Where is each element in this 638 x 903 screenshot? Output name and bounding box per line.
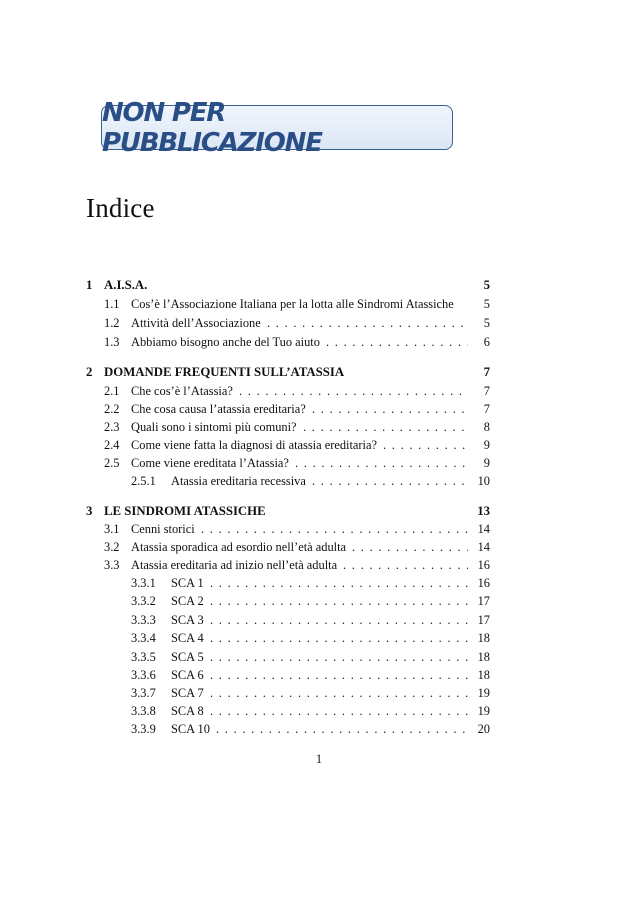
toc-entry-page: 18 — [477, 631, 490, 645]
page-title: Indice — [86, 193, 155, 223]
toc-entry-page: 14 — [477, 540, 490, 554]
toc-entry-title: Atassia sporadica ad esordio nell’età adulta — [131, 540, 347, 554]
toc-subsection-entry[interactable] — [0, 702, 638, 720]
toc-leader-dots — [210, 592, 468, 610]
toc-leader-dots — [210, 629, 468, 647]
toc-leader-dots — [303, 418, 468, 436]
toc-entry-number: 3.1 — [104, 522, 120, 536]
toc-entry-page: 17 — [477, 613, 490, 627]
toc-subsection-entry[interactable] — [0, 472, 638, 490]
toc-entry-title: SCA 8 — [171, 704, 204, 718]
toc-entry-page: 7 — [483, 402, 490, 416]
toc-entry-page: 7 — [483, 384, 490, 398]
toc-section-entry[interactable] — [0, 314, 638, 332]
toc-entry-number: 2.5.1 — [131, 474, 156, 488]
toc-entry-title: SCA 2 — [171, 594, 204, 608]
toc-entry-title: Come viene fatta la diagnosi di atassia ereditaria? — [131, 438, 377, 452]
toc-entry-page: 8 — [483, 420, 490, 434]
toc-subsection-entry[interactable] — [0, 666, 638, 684]
toc-entry-page: 10 — [477, 474, 490, 488]
toc-leader-dots — [383, 436, 468, 454]
toc-section-entry[interactable] — [0, 400, 638, 418]
toc-entry-number: 2.5 — [104, 456, 120, 470]
toc-entry-title: SCA 3 — [171, 613, 204, 627]
toc-entry-page: 19 — [477, 686, 490, 700]
toc-entry-title: LE SINDROMI ATASSICHE — [104, 504, 266, 518]
toc-section-entry[interactable] — [0, 418, 638, 436]
toc-entry-number: 2.3 — [104, 420, 120, 434]
toc-section-entry[interactable] — [0, 538, 638, 556]
toc-entry-page: 16 — [477, 558, 490, 572]
toc-entry-number: 1.1 — [104, 297, 120, 311]
toc-entry-number: 3.3.7 — [131, 686, 156, 700]
toc-entry-number: 1 — [86, 278, 93, 292]
toc-section-entry[interactable] — [0, 520, 638, 538]
toc-entry-page: 7 — [483, 365, 490, 379]
toc-subsection-entry[interactable] — [0, 611, 638, 629]
toc-leader-dots — [210, 611, 468, 629]
stamp-text: NON PER PUBBLICAZIONE — [102, 97, 322, 158]
toc-entry-page: 6 — [483, 335, 490, 349]
toc-leader-dots — [210, 684, 468, 702]
toc-entry-title: Cos’è l’Associazione Italiana per la lotta alle Sindromi Atassiche — [131, 297, 454, 311]
toc-leader-dots — [239, 382, 468, 400]
toc-entry-page: 9 — [483, 438, 490, 452]
toc-chapter-entry[interactable] — [0, 502, 638, 520]
toc-chapter-entry[interactable] — [0, 363, 638, 381]
toc-entry-number: 3.3.3 — [131, 613, 156, 627]
toc-leader-dots — [216, 720, 468, 738]
toc-entry-title: SCA 10 — [171, 722, 210, 736]
toc-entry-number: 3.2 — [104, 540, 120, 554]
toc-leader-dots — [210, 702, 468, 720]
toc-entry-page: 18 — [477, 650, 490, 664]
toc-entry-page: 18 — [477, 668, 490, 682]
toc-leader-dots — [267, 314, 468, 332]
toc-entry-title: Atassia ereditaria ad inizio nell’età adulta — [131, 558, 338, 572]
toc-subsection-entry[interactable] — [0, 648, 638, 666]
toc-section-entry[interactable] — [0, 295, 638, 313]
toc-entry-number: 1.3 — [104, 335, 120, 349]
toc-entry-number: 2.2 — [104, 402, 120, 416]
toc-section-entry[interactable] — [0, 436, 638, 454]
toc-entry-number: 3 — [86, 504, 93, 518]
toc-section-entry[interactable] — [0, 382, 638, 400]
toc-entry-page: 9 — [483, 456, 490, 470]
toc-leader-dots — [352, 538, 468, 556]
toc-subsection-entry[interactable] — [0, 684, 638, 702]
toc-entry-title: Come viene ereditata l’Atassia? — [131, 456, 289, 470]
toc-entry-title: Che cosa causa l’atassia ereditaria? — [131, 402, 306, 416]
toc-leader-dots — [201, 520, 468, 538]
toc-leader-dots — [312, 400, 468, 418]
toc-entry-number: 3.3.6 — [131, 668, 156, 682]
toc-subsection-entry[interactable] — [0, 592, 638, 610]
toc-entry-title: SCA 6 — [171, 668, 204, 682]
toc-entry-number: 2 — [86, 365, 93, 379]
toc-entry-number: 3.3 — [104, 558, 120, 572]
toc-leader-dots — [326, 333, 468, 351]
toc-entry-page: 14 — [477, 522, 490, 536]
toc-entry-title: Cenni storici — [131, 522, 195, 536]
toc-entry-number: 3.3.9 — [131, 722, 156, 736]
toc-section-entry[interactable] — [0, 454, 638, 472]
toc-entry-title: Che cos’è l’Atassia? — [131, 384, 233, 398]
toc-entry-page: 5 — [483, 316, 490, 330]
toc-section-entry[interactable] — [0, 556, 638, 574]
toc-chapter-entry[interactable] — [0, 276, 638, 294]
toc-entry-title: SCA 7 — [171, 686, 204, 700]
toc-leader-dots — [343, 556, 468, 574]
toc-entry-title: SCA 5 — [171, 650, 204, 664]
toc-entry-page: 19 — [477, 704, 490, 718]
toc-entry-number: 3.3.2 — [131, 594, 156, 608]
toc-entry-page: 5 — [483, 297, 490, 311]
toc-leader-dots — [312, 472, 468, 490]
toc-entry-page: 13 — [477, 504, 490, 518]
toc-subsection-entry[interactable] — [0, 720, 638, 738]
toc-leader-dots — [210, 666, 468, 684]
toc-entry-title: Abbiamo bisogno anche del Tuo aiuto — [131, 335, 320, 349]
toc-entry-title: DOMANDE FREQUENTI SULL’ATASSIA — [104, 365, 345, 379]
toc-entry-page: 20 — [477, 722, 490, 736]
toc-entry-number: 1.2 — [104, 316, 120, 330]
toc-entry-page: 16 — [477, 576, 490, 590]
toc-entry-page: 17 — [477, 594, 490, 608]
toc-entry-title: Attività dell’Associazione — [131, 316, 261, 330]
toc-section-entry[interactable] — [0, 333, 638, 351]
toc-subsection-entry[interactable] — [0, 629, 638, 647]
page-number: 1 — [315, 752, 323, 766]
toc-entry-number: 3.3.5 — [131, 650, 156, 664]
toc-entry-number: 2.4 — [104, 438, 120, 452]
toc-entry-title: Atassia ereditaria recessiva — [171, 474, 306, 488]
toc-entry-title: A.I.S.A. — [104, 278, 148, 292]
toc-entry-title: Quali sono i sintomi più comuni? — [131, 420, 297, 434]
toc-entry-title: SCA 4 — [171, 631, 204, 645]
toc-entry-number: 2.1 — [104, 384, 120, 398]
toc-subsection-entry[interactable] — [0, 574, 638, 592]
toc-leader-dots — [210, 574, 468, 592]
toc-leader-dots — [295, 454, 468, 472]
toc-entry-page: 5 — [483, 278, 490, 292]
toc-entry-number: 3.3.1 — [131, 576, 156, 590]
toc-entry-number: 3.3.4 — [131, 631, 156, 645]
toc-leader-dots — [210, 648, 468, 666]
not-for-publication-stamp — [101, 97, 453, 158]
toc-entry-number: 3.3.8 — [131, 704, 156, 718]
toc-entry-title: SCA 1 — [171, 576, 204, 590]
